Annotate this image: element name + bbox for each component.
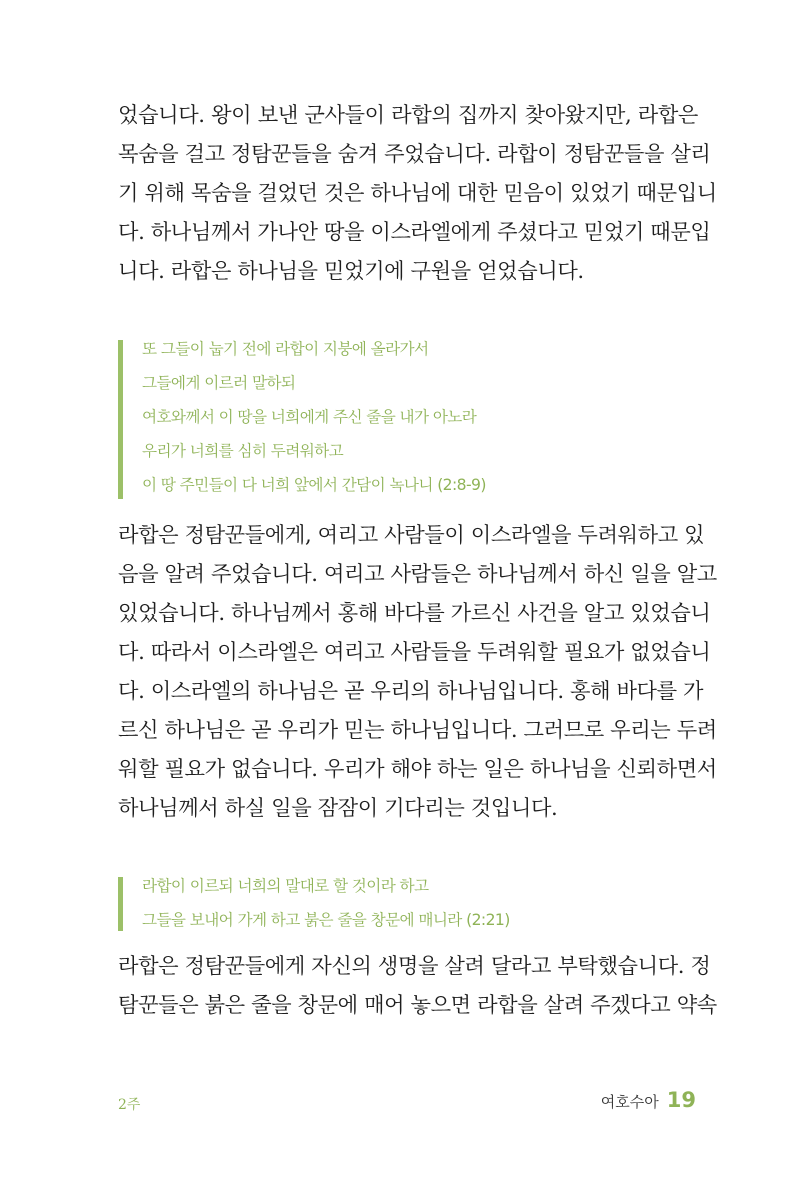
text-line: 다. 이스라엘의 하나님은 곧 우리의 하나님입니다. 홍해 바다를 가 (118, 678, 704, 703)
text-line: 있었습니다. 하나님께서 홍해 바다를 가르신 사건을 알고 있었습니 (118, 600, 711, 625)
body-paragraph-3 (118, 946, 717, 1024)
text-line: 목숨을 걸고 정탐꾼들을 숨겨 주었습니다. 라합이 정탐꾼들을 살리 (118, 141, 711, 166)
quote-line: 이 땅 주민들이 다 너희 앞에서 간담이 녹나니 (2:8-9) (142, 476, 486, 494)
text-line: 다. 하나님께서 가나안 땅을 이스라엘에게 주셨다고 믿었기 때문입 (118, 219, 711, 244)
text-line: 었습니다. 왕이 보낸 군사들이 라합의 집까지 찾아왔지만, 라합은 (118, 102, 698, 127)
scripture-quote-2 (118, 869, 678, 939)
quote-line: 그들에게 이르러 말하되 (142, 374, 296, 392)
quote-line: 라합이 이르되 너희의 말대로 할 것이라 하고 (142, 877, 429, 895)
text-line: 라합은 정탐꾼들에게, 여리고 사람들이 이스라엘을 두려워하고 있 (118, 522, 705, 547)
text-line: 하나님께서 하실 일을 잠잠이 기다리는 것입니다. (118, 795, 558, 820)
text-line: 르신 하나님은 곧 우리가 믿는 하나님입니다. 그러므로 우리는 두려 (118, 717, 717, 742)
text-line: 탐꾼들은 붉은 줄을 창문에 매어 놓으면 라합을 살려 주겠다고 약속 (118, 992, 717, 1017)
page-number: 19 (666, 1088, 696, 1112)
footer-page-info (601, 1088, 696, 1112)
footer-week-label: 2주 (118, 1097, 141, 1113)
text-line: 음을 알려 주었습니다. 여리고 사람들은 하나님께서 하신 일을 알고 (118, 561, 717, 586)
quote-bar (118, 877, 123, 931)
text-line: 라합은 정탐꾼들에게 자신의 생명을 살려 달라고 부탁했습니다. 정 (118, 953, 711, 978)
text-line: 니다. 라합은 하나님을 믿었기에 구원을 얻었습니다. (118, 258, 584, 283)
footer-book-title: 여호수아 (600, 1093, 659, 1111)
quote-line: 그들을 보내어 가게 하고 붉은 줄을 창문에 매니라 (2:21) (142, 911, 510, 929)
body-paragraph-2 (118, 515, 717, 827)
scripture-quote-1 (118, 332, 678, 507)
text-line: 기 위해 목숨을 걸었던 것은 하나님에 대한 믿음이 있었기 때문입니 (118, 180, 717, 205)
body-paragraph-1 (118, 95, 717, 290)
text-line: 워할 필요가 없습니다. 우리가 해야 하는 일은 하나님을 신뢰하면서 (118, 756, 717, 781)
quote-line: 또 그들이 눕기 전에 라합이 지붕에 올라가서 (142, 340, 429, 358)
text-line: 다. 따라서 이스라엘은 여리고 사람들을 두려워할 필요가 없었습니 (118, 639, 711, 664)
quote-bar (118, 340, 123, 499)
quote-line: 우리가 너희를 심히 두려워하고 (142, 442, 344, 460)
quote-line: 여호와께서 이 땅을 너희에게 주신 줄을 내가 아노라 (142, 408, 477, 426)
